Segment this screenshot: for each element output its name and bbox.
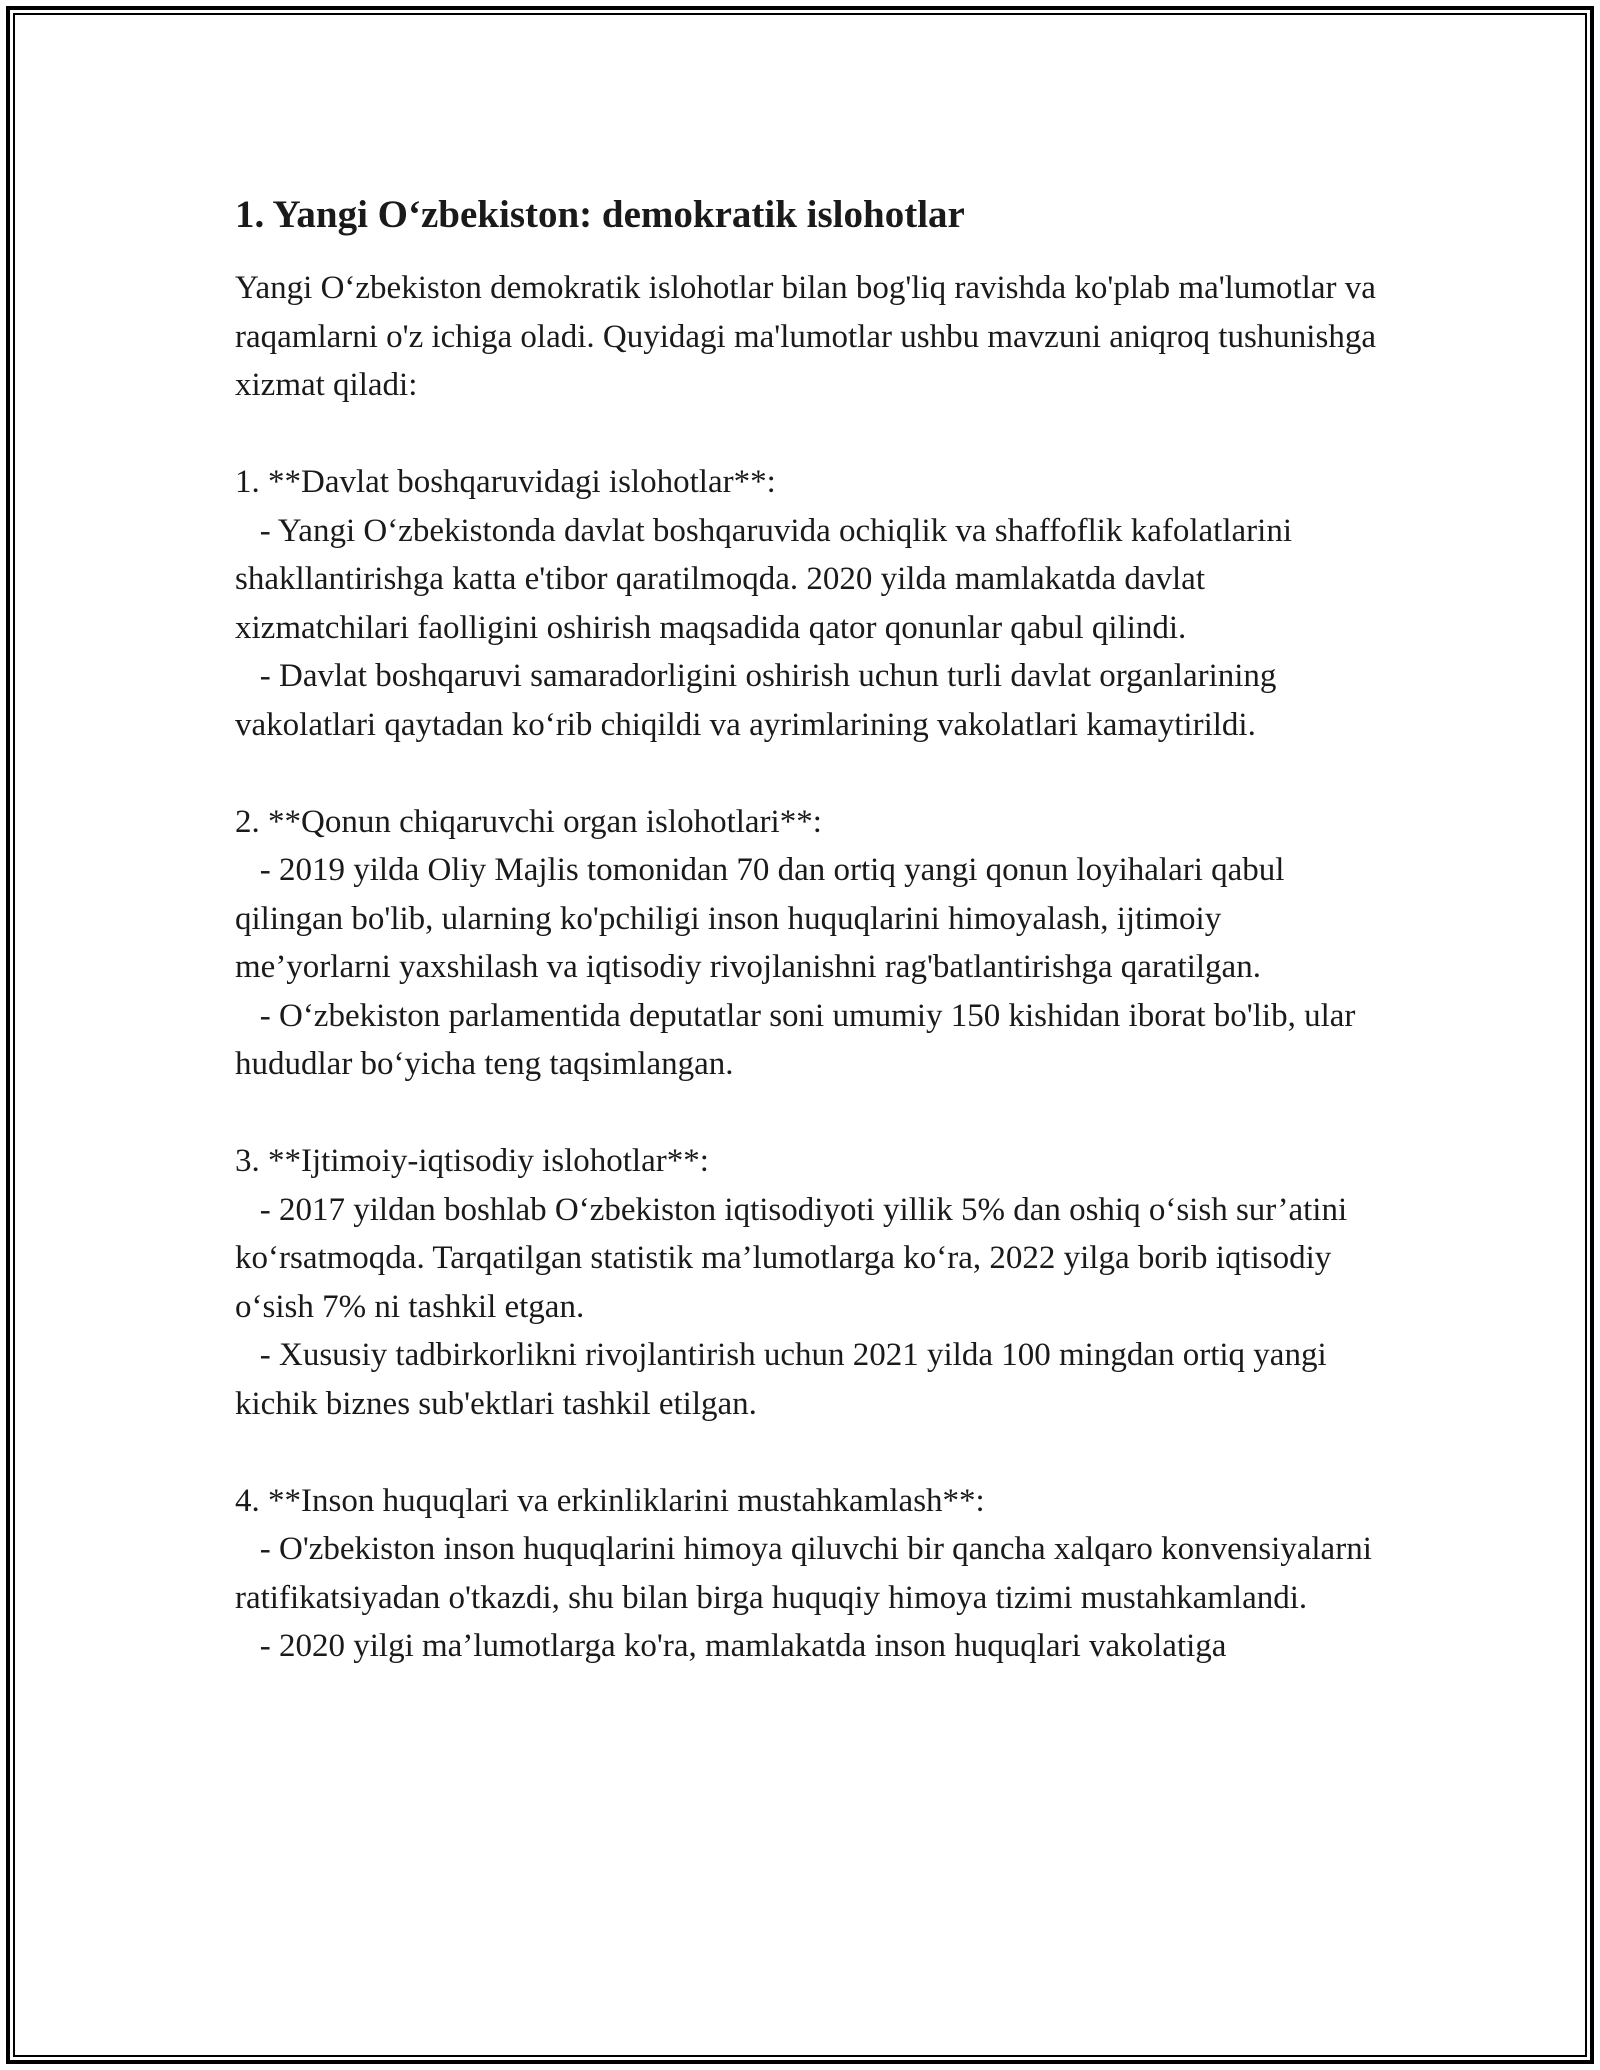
section-spacer: [235, 1428, 1385, 1477]
section-3: [235, 1137, 1385, 1428]
document-body: [235, 190, 1385, 1671]
section-4: [235, 1477, 1385, 1671]
section-item: - O‘zbekiston parlamentida deputatlar soni umumiy 150 kishidan iborat bo'lib, ular hududlar bo‘yicha teng taqsimlangan.: [235, 997, 1364, 1082]
section-item: - Xususiy tadbirkorlikni rivojlantirish uchun 2021 yilda 100 mingdan ortiq yangi kichik biznes sub'ektlari tashkil etilgan.: [235, 1337, 1335, 1422]
section-spacer: [235, 410, 1385, 459]
section-heading: 2. **Qonun chiqaruvchi organ islohotlari**:: [235, 803, 822, 840]
section-item: - 2020 yilgi ma’lumotlarga ko'ra, mamlakatda inson huquqlari vakolatiga: [235, 1628, 1227, 1664]
section-heading: 1. **Davlat boshqaruvidagi islohotlar**:: [235, 464, 776, 500]
section-1: [235, 458, 1385, 749]
section-item: - O'zbekiston inson huquqlarini himoya qiluvchi bir qancha xalqaro konvensiyalarni ratifikatsiyadan o'tkazdi, shu bilan birga huquqiy himoya tizimi mustahkamlandi.: [235, 1531, 1381, 1616]
intro-paragraph: Yangi O‘zbekiston demokratik islohotlar bilan bog'liq ravishda ko'plab ma'lumotlar va raqamlarni o'z ichiga oladi. Quyidagi ma'lumotlar ushbu mavzuni aniqroq tushunishga xizmat qiladi:: [235, 270, 1385, 403]
document-title: 1. Yangi O‘zbekiston: demokratik islohotlar: [235, 193, 965, 236]
section-item: - Davlat boshqaruvi samaradorligini oshirish uchun turli davlat organlarining vakolatlari qaytadan ko‘rib chiqildi va ayrimlarining vakolatlari kamaytirildi.: [235, 658, 1285, 743]
section-item: - 2017 yildan boshlab O‘zbekiston iqtisodiyoti yillik 5% dan oshiq o‘sish sur’atini ko‘rsatmoqda. Tarqatilgan statistik ma’lumotlarga ko‘ra, 2022 yilga borib iqtisodiy o‘sish 7% ni tashkil etgan.: [235, 1191, 1356, 1325]
section-item: - Yangi O‘zbekistonda davlat boshqaruvida ochiqlik va shaffoflik kafolatlarini shakllantirishga katta e'tibor qaratilmoqda. 2020 yilda mamlakatda davlat xizmatchilari faolligini oshirish maqsadida qator qonunlar qabul qilindi.: [235, 512, 1301, 646]
section-heading: 4. **Inson huquqlari va erkinliklarini mustahkamlash**:: [235, 1482, 985, 1519]
section-spacer: [235, 749, 1385, 798]
section-item: - 2019 yilda Oliy Majlis tomonidan 70 dan ortiq yangi qonun loyihalari qabul qilingan bo'lib, ularning ko'pchiligi inson huquqlarini himoyalash, ijtimoiy me’yorlarni yaxshilash va iqtisodiy rivojlanishni rag'batlantirishga qaratilgan.: [235, 852, 1293, 985]
section-2: [235, 798, 1385, 1089]
section-spacer: [235, 1089, 1385, 1138]
section-heading: 3. **Ijtimoiy-iqtisodiy islohotlar**:: [235, 1143, 709, 1179]
